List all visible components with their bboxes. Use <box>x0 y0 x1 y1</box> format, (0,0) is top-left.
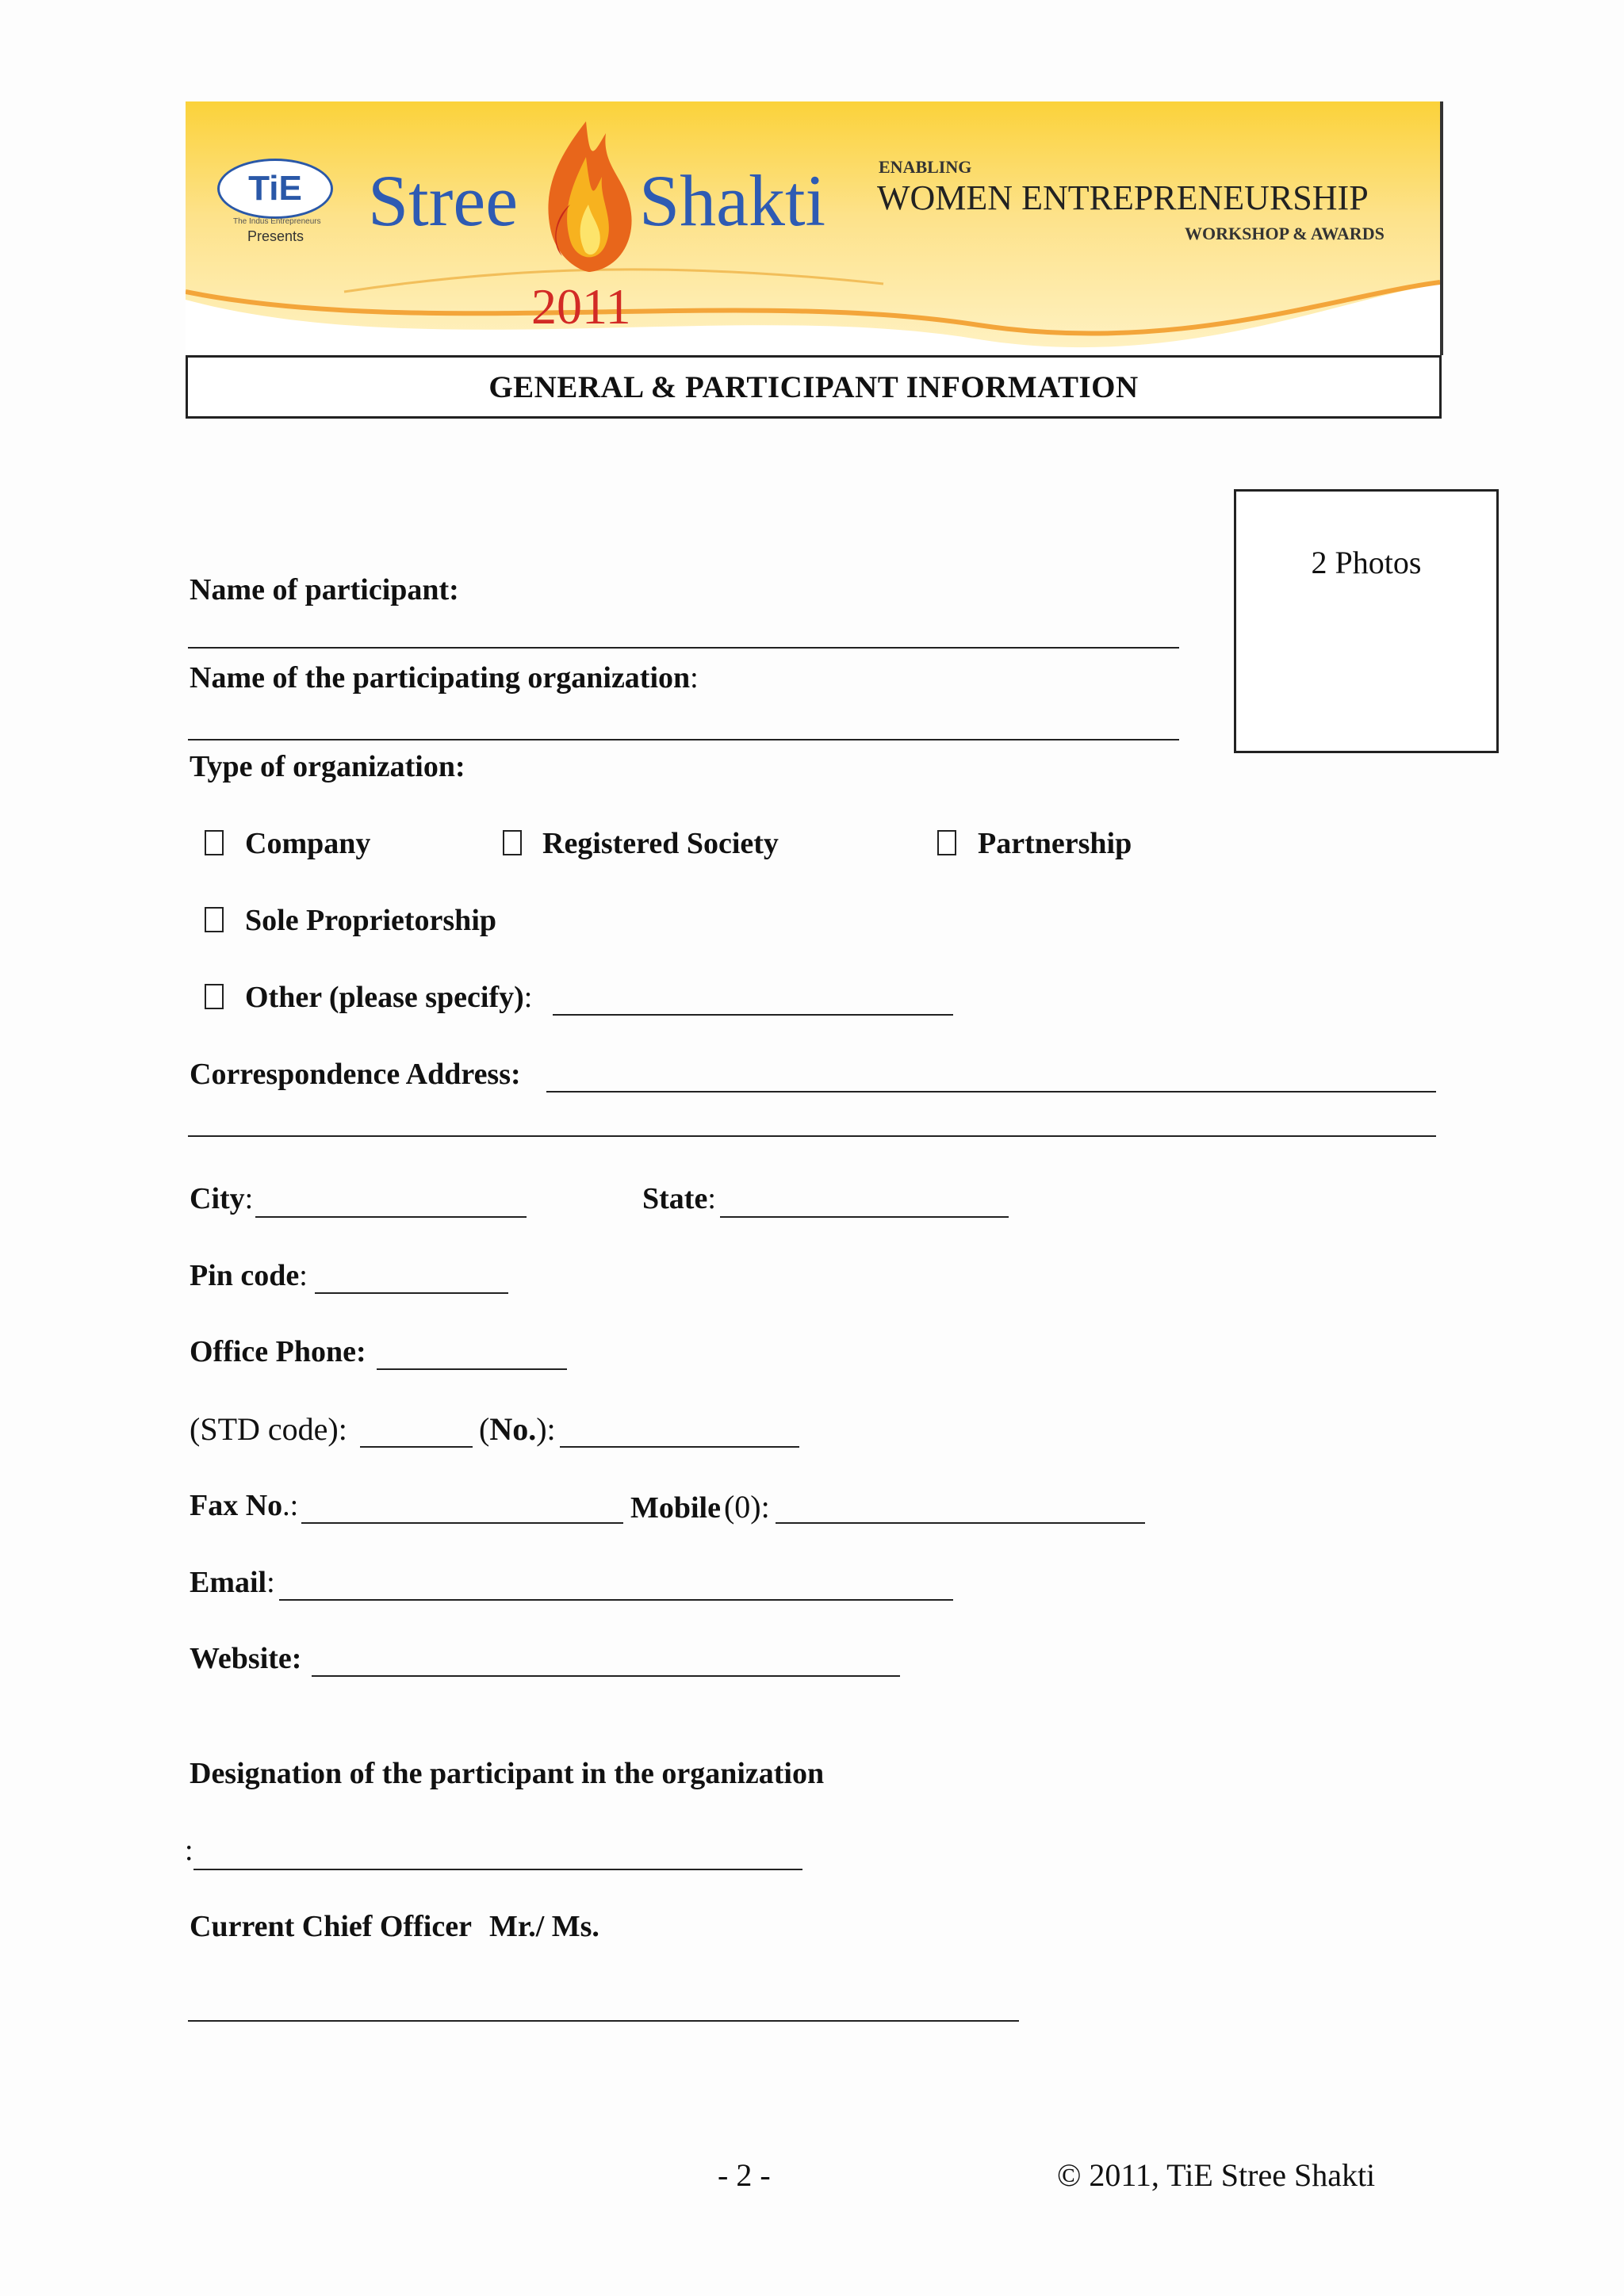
correspondence-address-field-2[interactable] <box>188 1135 1436 1137</box>
city-label: City <box>190 1182 245 1215</box>
state-colon: : <box>707 1182 716 1215</box>
pin-code-label: Pin code <box>190 1259 300 1292</box>
registered-society-option-label: Registered Society <box>542 827 779 860</box>
pin-code-label-wrap <box>190 1258 308 1293</box>
presents-label: Presents <box>247 228 304 244</box>
chief-officer-label: Current Chief Officer <box>190 1910 472 1943</box>
brand-stree: Stree <box>368 160 519 241</box>
flame-icon <box>527 117 645 276</box>
partnership-option-label: Partnership <box>978 827 1132 860</box>
tagline-enabling: ENABLING <box>879 157 972 177</box>
tie-logo <box>217 159 333 219</box>
fax-suffix: .: <box>282 1489 299 1522</box>
phone-no-field[interactable] <box>560 1446 799 1448</box>
city-colon: : <box>244 1182 254 1215</box>
organization-name-label-wrap <box>190 660 699 695</box>
website-field[interactable] <box>312 1675 900 1677</box>
designation-label: Designation of the participant in the organization <box>190 1757 825 1790</box>
chief-officer-salutation: Mr./ Ms. <box>488 1910 599 1943</box>
sole-proprietorship-checkbox[interactable] <box>205 907 224 932</box>
office-phone-label: Office Phone: <box>190 1335 366 1368</box>
event-banner <box>186 101 1443 355</box>
chief-officer-label-wrap <box>190 1909 599 1944</box>
tie-logo-text: TiE <box>248 169 302 208</box>
pin-code-colon: : <box>299 1259 308 1292</box>
state-field[interactable] <box>720 1216 1009 1218</box>
participant-name-field[interactable] <box>188 647 1179 649</box>
organization-name-label: Name of the participating organization <box>190 661 691 695</box>
correspondence-address-field-1[interactable] <box>546 1091 1436 1093</box>
fax-label-wrap <box>190 1488 298 1523</box>
fax-field[interactable] <box>301 1522 623 1524</box>
partnership-checkbox[interactable] <box>937 830 956 855</box>
other-checkbox[interactable] <box>205 984 224 1009</box>
city-field[interactable] <box>255 1216 527 1218</box>
state-label: State <box>642 1182 708 1215</box>
fax-label: Fax No <box>190 1489 283 1522</box>
participant-name-label: Name of participant: <box>190 573 459 607</box>
std-code-field[interactable] <box>360 1446 473 1448</box>
phone-no-label-wrap <box>479 1410 556 1448</box>
photo-box[interactable] <box>1234 489 1499 753</box>
std-code-label: (STD code): <box>190 1411 347 1447</box>
organization-name-colon: : <box>690 661 699 695</box>
designation-colon: : <box>185 1834 193 1867</box>
office-phone-field[interactable] <box>377 1368 567 1370</box>
mobile-suffix: (0): <box>723 1489 770 1525</box>
state-label-wrap <box>642 1181 716 1216</box>
copyright-text: © 2011, TiE Stree Shakti <box>1057 2157 1376 2193</box>
email-colon: : <box>266 1566 275 1599</box>
website-label: Website: <box>190 1642 302 1675</box>
email-field[interactable] <box>279 1599 953 1601</box>
company-checkbox[interactable] <box>205 830 224 855</box>
mobile-field[interactable] <box>776 1522 1145 1524</box>
sole-proprietorship-option-label: Sole Proprietorship <box>245 904 497 937</box>
page-number: - 2 - <box>718 2157 771 2193</box>
other-option-colon: : <box>523 981 533 1014</box>
chief-officer-field[interactable] <box>188 2020 1019 2022</box>
email-label: Email <box>190 1566 267 1599</box>
brand-shakti: Shakti <box>639 160 826 241</box>
pin-code-field[interactable] <box>315 1292 508 1294</box>
tie-logo-tagline: The Indus Entrepreneurs <box>233 217 321 226</box>
other-option-label: Other (please specify) <box>245 981 524 1014</box>
tagline-sub: WORKSHOP & AWARDS <box>1185 224 1385 243</box>
phone-no-close: ): <box>536 1411 556 1447</box>
other-option-wrap <box>245 980 532 1015</box>
correspondence-address-label: Correspondence Address: <box>190 1058 521 1091</box>
email-label-wrap <box>190 1565 275 1600</box>
registered-society-checkbox[interactable] <box>503 830 522 855</box>
phone-no-open: ( <box>479 1411 490 1447</box>
phone-no-label: No. <box>489 1411 537 1447</box>
mobile-label: Mobile <box>630 1491 721 1525</box>
other-specify-field[interactable] <box>553 1014 953 1016</box>
organization-name-field[interactable] <box>188 739 1179 740</box>
city-label-wrap <box>190 1181 253 1216</box>
mobile-label-wrap <box>630 1488 770 1525</box>
designation-field[interactable] <box>193 1869 802 1870</box>
tagline-main: WOMEN ENTREPRENEURSHIP <box>877 178 1369 217</box>
section-title: GENERAL & PARTICIPANT INFORMATION <box>186 355 1442 419</box>
banner-year: 2011 <box>531 278 631 335</box>
photo-box-label: 2 Photos <box>1311 545 1422 580</box>
org-type-label: Type of organization: <box>190 750 465 783</box>
company-option-label: Company <box>245 827 371 860</box>
